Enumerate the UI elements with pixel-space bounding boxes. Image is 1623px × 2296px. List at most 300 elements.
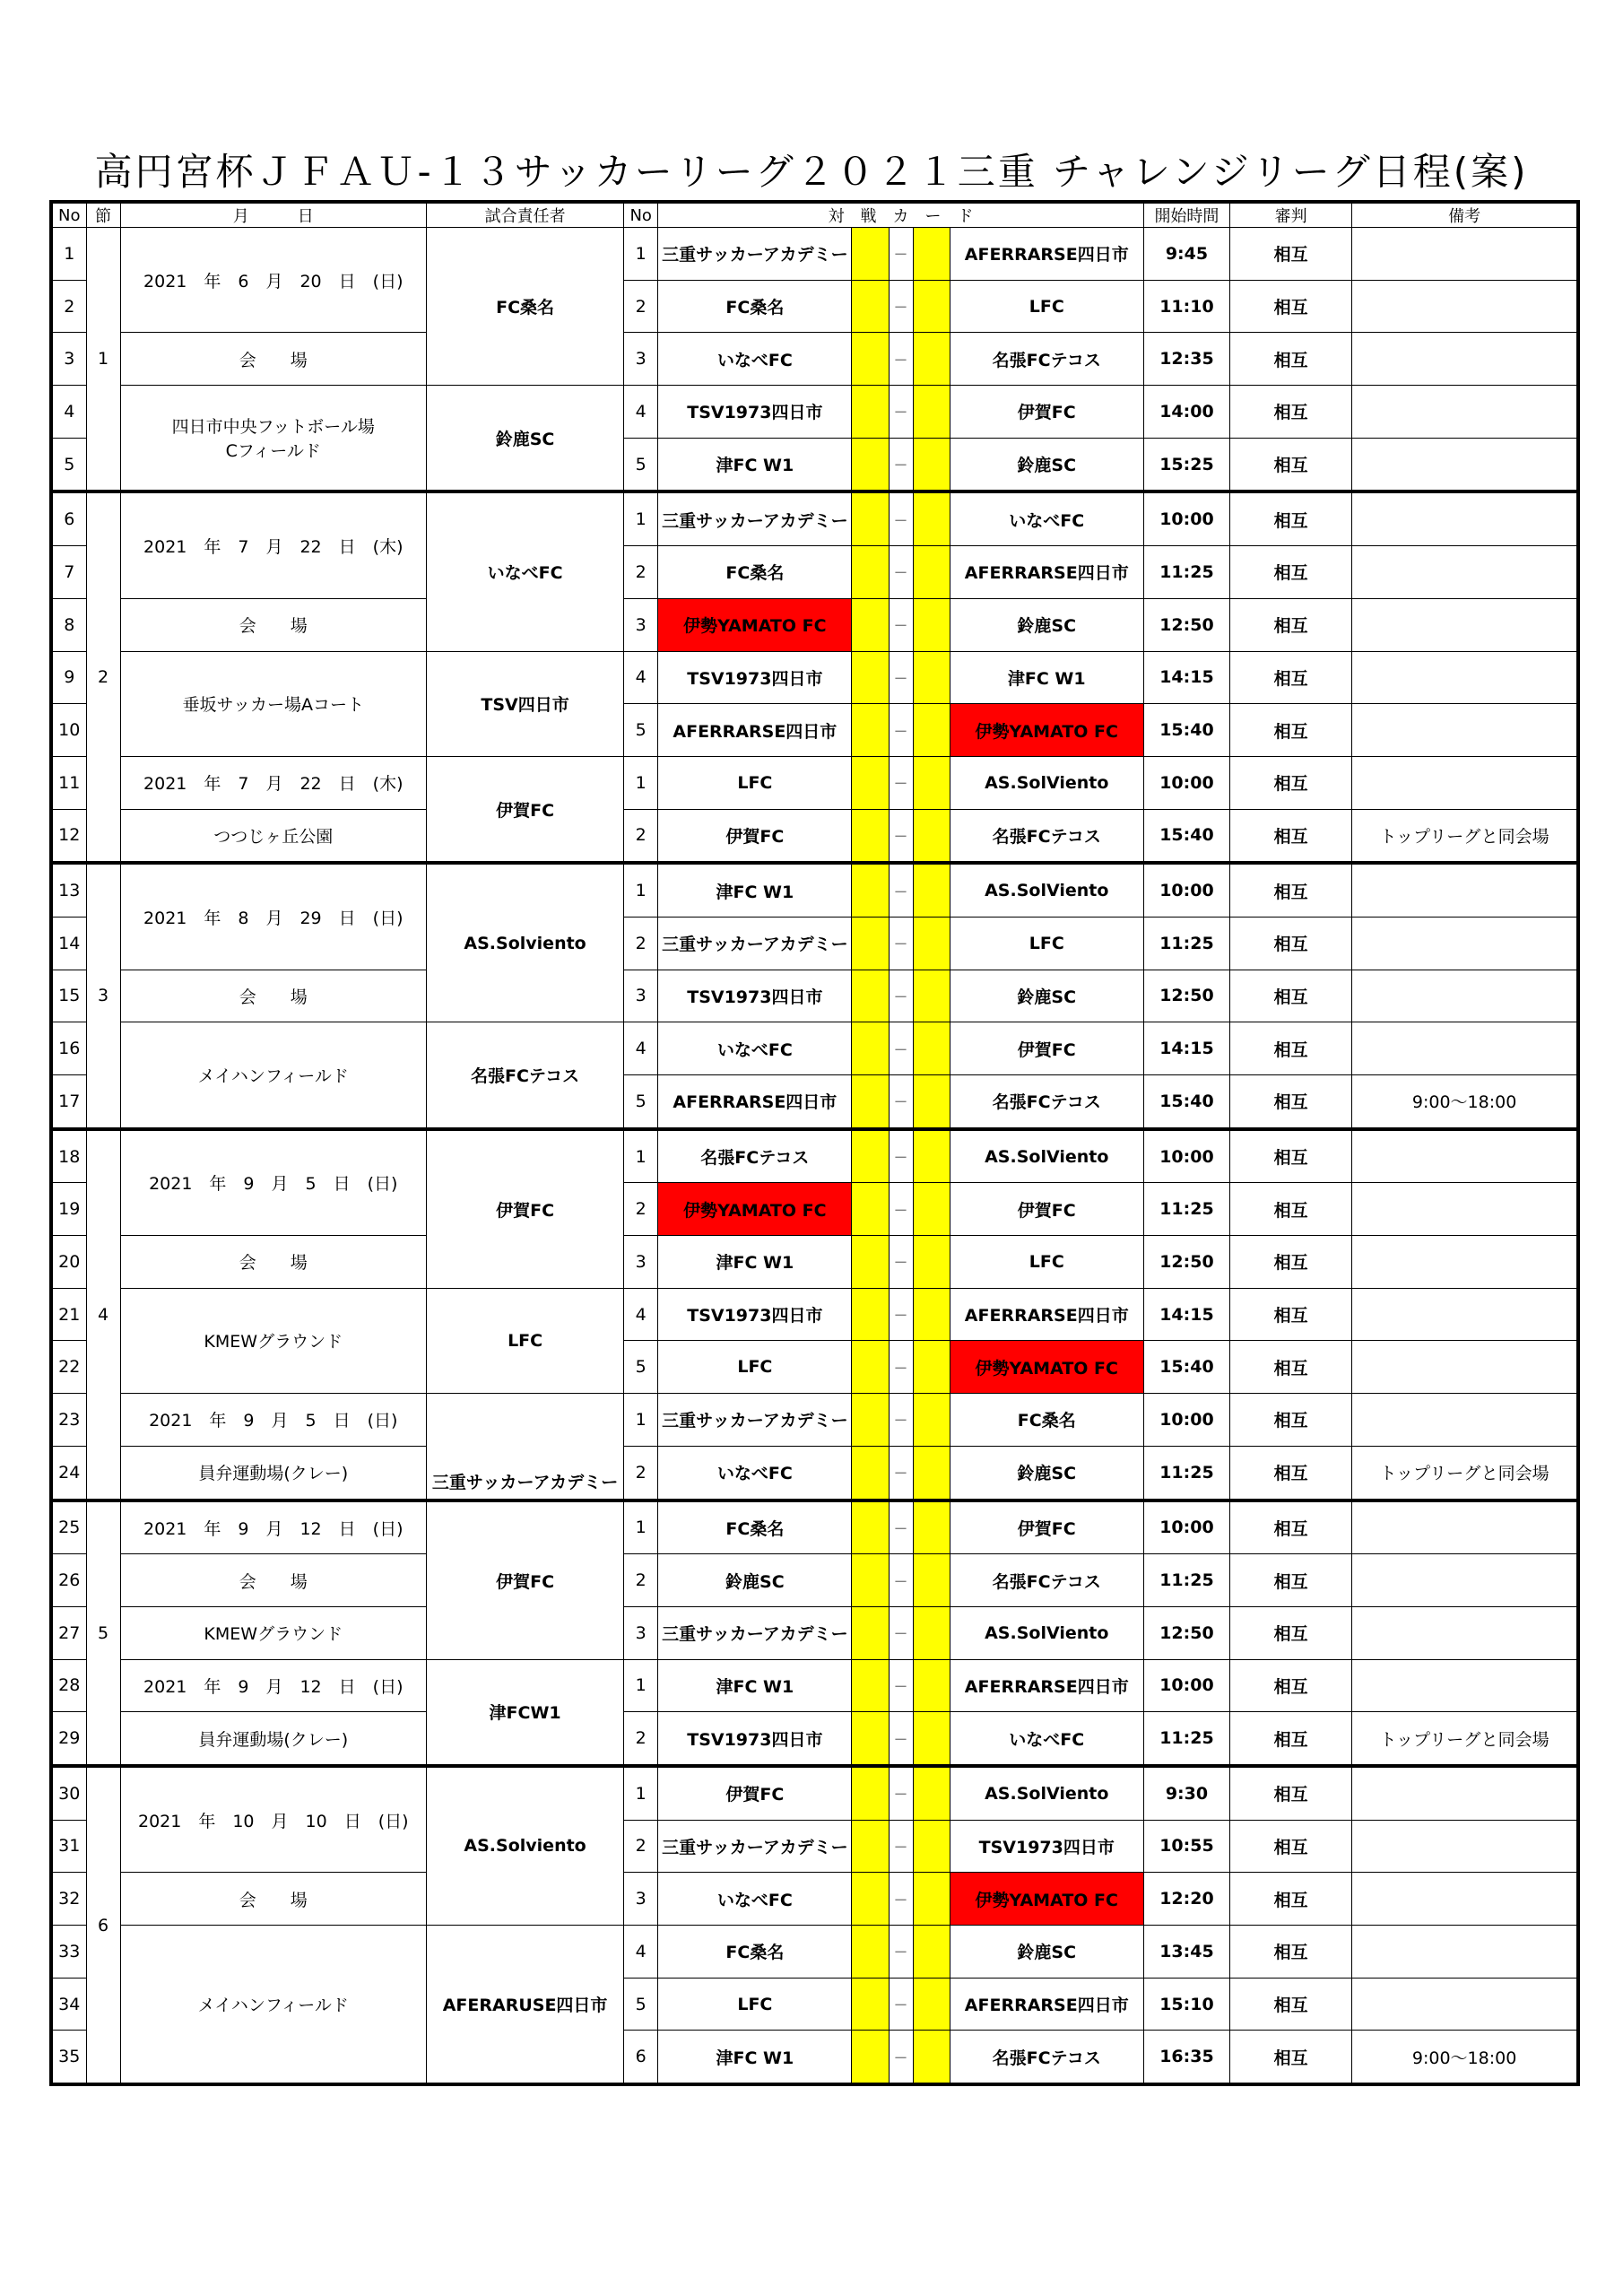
notes: [1352, 1820, 1578, 1873]
yellow-spacer-left: [852, 863, 889, 917]
start-time: 14:15: [1143, 1022, 1229, 1075]
home-team: AFERRARSE四日市: [658, 704, 852, 757]
vs-dash: －: [889, 1288, 913, 1341]
venue-name: KMEWグラウンド: [120, 1606, 426, 1659]
start-time: 10:00: [1143, 863, 1229, 917]
away-team: 伊賀FC: [950, 1022, 1143, 1075]
row-number: 21: [51, 1288, 86, 1341]
yellow-spacer-left: [852, 1288, 889, 1341]
referee: 相互: [1230, 491, 1352, 545]
yellow-spacer-right: [913, 809, 950, 863]
yellow-spacer-right: [913, 1075, 950, 1129]
start-time: 10:00: [1143, 1129, 1229, 1183]
match-number: 1: [624, 1659, 658, 1712]
notes: [1352, 1288, 1578, 1341]
away-team: 伊賀FC: [950, 386, 1143, 439]
referee: 相互: [1230, 1926, 1352, 1979]
away-team: AFERRARSE四日市: [950, 1659, 1143, 1712]
date-cell: 2021 年 9 月 5 日 (日): [120, 1129, 426, 1236]
vs-dash: －: [889, 1659, 913, 1712]
referee: 相互: [1230, 228, 1352, 281]
yellow-spacer-left: [852, 280, 889, 333]
home-team: FC桑名: [658, 1926, 852, 1979]
responsible-cell: AS.Solviento: [426, 863, 623, 1022]
date-cell: 2021 年 9 月 12 日 (日): [120, 1500, 426, 1554]
responsible-cell: FC桑名: [426, 228, 623, 386]
yellow-spacer-right: [913, 280, 950, 333]
home-team: TSV1973四日市: [658, 651, 852, 704]
yellow-spacer-right: [913, 1288, 950, 1341]
yellow-spacer-right: [913, 546, 950, 599]
home-team: LFC: [658, 756, 852, 809]
table-row: [51, 491, 1578, 545]
away-team: AS.SolViento: [950, 1606, 1143, 1659]
away-team: LFC: [950, 280, 1143, 333]
schedule-table: [49, 200, 1580, 2086]
referee: 相互: [1230, 1554, 1352, 1607]
start-time: 15:40: [1143, 704, 1229, 757]
vs-dash: －: [889, 546, 913, 599]
yellow-spacer-left: [852, 1606, 889, 1659]
table-row: [51, 1873, 1578, 1926]
match-number: 4: [624, 1022, 658, 1075]
row-number: 13: [51, 863, 86, 917]
table-header-row: [51, 202, 1578, 228]
date-cell: 2021 年 7 月 22 日 (木): [120, 756, 426, 809]
row-number: 6: [51, 491, 86, 545]
home-team: LFC: [658, 1978, 852, 2031]
responsible-cell: 伊賀FC: [426, 1500, 623, 1660]
row-number: 30: [51, 1766, 86, 1820]
yellow-spacer-right: [913, 1236, 950, 1289]
row-number: 24: [51, 1446, 86, 1500]
match-number: 3: [624, 970, 658, 1022]
start-time: 11:25: [1143, 1554, 1229, 1607]
away-team: AS.SolViento: [950, 863, 1143, 917]
match-number: 3: [624, 1873, 658, 1926]
home-team: 三重サッカーアカデミー: [658, 1820, 852, 1873]
yellow-spacer-right: [913, 1446, 950, 1500]
vs-dash: －: [889, 1606, 913, 1659]
referee: 相互: [1230, 333, 1352, 386]
table-row: [51, 1712, 1578, 1766]
yellow-spacer-left: [852, 491, 889, 545]
header-responsible: 試合責任者: [426, 202, 623, 228]
home-team: いなべFC: [658, 333, 852, 386]
referee: 相互: [1230, 917, 1352, 970]
match-number: 4: [624, 651, 658, 704]
row-number: 11: [51, 756, 86, 809]
match-number: 1: [624, 863, 658, 917]
referee: 相互: [1230, 1394, 1352, 1447]
away-team: AFERRARSE四日市: [950, 228, 1143, 281]
home-team: 津FC W1: [658, 438, 852, 491]
start-time: 16:35: [1143, 2031, 1229, 2084]
referee: 相互: [1230, 1978, 1352, 2031]
yellow-spacer-right: [913, 1873, 950, 1926]
venue-name: 員弁運動場(クレー): [120, 1712, 426, 1766]
responsible-cell: 伊賀FC: [426, 756, 623, 863]
start-time: 11:25: [1143, 1712, 1229, 1766]
row-number: 1: [51, 228, 86, 281]
match-number: 5: [624, 704, 658, 757]
yellow-spacer-left: [852, 756, 889, 809]
yellow-spacer-left: [852, 1183, 889, 1236]
table-row: [51, 1446, 1578, 1500]
responsible-cell: LFC: [426, 1288, 623, 1393]
away-team: 津FC W1: [950, 651, 1143, 704]
yellow-spacer-right: [913, 1606, 950, 1659]
yellow-spacer-left: [852, 1341, 889, 1394]
start-time: 14:00: [1143, 386, 1229, 439]
notes: [1352, 386, 1578, 439]
start-time: 12:50: [1143, 1236, 1229, 1289]
vs-dash: －: [889, 1341, 913, 1394]
table-row: [51, 1288, 1578, 1341]
table-row: [51, 1926, 1578, 1979]
vs-dash: －: [889, 438, 913, 491]
referee: 相互: [1230, 438, 1352, 491]
away-team: 伊勢YAMATO FC: [950, 704, 1143, 757]
vs-dash: －: [889, 228, 913, 281]
home-team: いなべFC: [658, 1446, 852, 1500]
yellow-spacer-right: [913, 2031, 950, 2084]
away-team: 名張FCテコス: [950, 809, 1143, 863]
yellow-spacer-left: [852, 1554, 889, 1607]
vs-dash: －: [889, 1183, 913, 1236]
start-time: 14:15: [1143, 1288, 1229, 1341]
referee: 相互: [1230, 546, 1352, 599]
yellow-spacer-right: [913, 438, 950, 491]
row-number: 31: [51, 1820, 86, 1873]
row-number: 34: [51, 1978, 86, 2031]
vs-dash: －: [889, 917, 913, 970]
notes: [1352, 917, 1578, 970]
yellow-spacer-right: [913, 1183, 950, 1236]
vs-dash: －: [889, 1712, 913, 1766]
start-time: 10:55: [1143, 1820, 1229, 1873]
referee: 相互: [1230, 1341, 1352, 1394]
header-notes: 備考: [1352, 202, 1578, 228]
responsible-cell: 名張FCテコス: [426, 1022, 623, 1129]
away-team: いなべFC: [950, 1712, 1143, 1766]
row-number: 19: [51, 1183, 86, 1236]
away-team: 鈴鹿SC: [950, 598, 1143, 651]
row-number: 9: [51, 651, 86, 704]
notes: [1352, 651, 1578, 704]
venue-name: つつじヶ丘公園: [120, 809, 426, 863]
match-number: 4: [624, 386, 658, 439]
home-team: いなべFC: [658, 1022, 852, 1075]
yellow-spacer-right: [913, 1926, 950, 1979]
match-number: 3: [624, 1236, 658, 1289]
table-row: [51, 1394, 1578, 1447]
date-cell: 2021 年 10 月 10 日 (日): [120, 1766, 426, 1873]
referee: 相互: [1230, 1236, 1352, 1289]
setsu-cell: 4: [86, 1129, 120, 1500]
row-number: 26: [51, 1554, 86, 1607]
setsu-cell: 5: [86, 1500, 120, 1766]
venue-name: KMEWグラウンド: [120, 1288, 426, 1393]
match-number: 2: [624, 917, 658, 970]
start-time: 10:00: [1143, 1500, 1229, 1554]
away-team: AS.SolViento: [950, 1129, 1143, 1183]
referee: 相互: [1230, 970, 1352, 1022]
notes: [1352, 1394, 1578, 1447]
notes: [1352, 863, 1578, 917]
vs-dash: －: [889, 1820, 913, 1873]
match-number: 2: [624, 280, 658, 333]
notes: トップリーグと同会場: [1352, 1712, 1578, 1766]
referee: 相互: [1230, 651, 1352, 704]
referee: 相互: [1230, 280, 1352, 333]
away-team: 鈴鹿SC: [950, 970, 1143, 1022]
header-card: 対 戦 カ ー ド: [658, 202, 1144, 228]
start-time: 10:00: [1143, 1659, 1229, 1712]
start-time: 15:40: [1143, 809, 1229, 863]
start-time: 10:00: [1143, 1394, 1229, 1447]
start-time: 11:25: [1143, 546, 1229, 599]
away-team: AFERRARSE四日市: [950, 1288, 1143, 1341]
vs-dash: －: [889, 2031, 913, 2084]
start-time: 12:50: [1143, 1606, 1229, 1659]
table-row: [51, 970, 1578, 1022]
vs-dash: －: [889, 1766, 913, 1820]
away-team: AS.SolViento: [950, 1766, 1143, 1820]
yellow-spacer-left: [852, 1022, 889, 1075]
away-team: LFC: [950, 1236, 1143, 1289]
yellow-spacer-right: [913, 1766, 950, 1820]
date-cell: 2021 年 9 月 12 日 (日): [120, 1659, 426, 1712]
vs-dash: －: [889, 704, 913, 757]
home-team: 伊賀FC: [658, 1766, 852, 1820]
header-no: No: [51, 202, 86, 228]
yellow-spacer-left: [852, 1766, 889, 1820]
yellow-spacer-right: [913, 704, 950, 757]
responsible-cell: TSV四日市: [426, 651, 623, 756]
away-team: AS.SolViento: [950, 756, 1143, 809]
referee: 相互: [1230, 1446, 1352, 1500]
vs-dash: －: [889, 970, 913, 1022]
home-team: 三重サッカーアカデミー: [658, 1394, 852, 1447]
responsible-cell: 津FCW1: [426, 1659, 623, 1766]
away-team: 鈴鹿SC: [950, 1926, 1143, 1979]
home-team: TSV1973四日市: [658, 970, 852, 1022]
row-number: 33: [51, 1926, 86, 1979]
referee: 相互: [1230, 1766, 1352, 1820]
yellow-spacer-right: [913, 651, 950, 704]
away-team: 伊賀FC: [950, 1500, 1143, 1554]
table-row: [51, 1129, 1578, 1183]
yellow-spacer-left: [852, 1394, 889, 1447]
referee: 相互: [1230, 863, 1352, 917]
yellow-spacer-left: [852, 1129, 889, 1183]
referee: 相互: [1230, 1500, 1352, 1554]
yellow-spacer-right: [913, 491, 950, 545]
responsible-cell: AFERARUSE四日市: [426, 1926, 623, 2085]
row-number: 28: [51, 1659, 86, 1712]
row-number: 29: [51, 1712, 86, 1766]
row-number: 15: [51, 970, 86, 1022]
referee: 相互: [1230, 1075, 1352, 1129]
table-row: [51, 1500, 1578, 1554]
notes: [1352, 280, 1578, 333]
row-number: 35: [51, 2031, 86, 2084]
yellow-spacer-left: [852, 1500, 889, 1554]
yellow-spacer-right: [913, 228, 950, 281]
header-setsu: 節: [86, 202, 120, 228]
date-cell: 2021 年 6 月 20 日 (日): [120, 228, 426, 333]
venue-label: 会 場: [120, 1554, 426, 1607]
match-number: 2: [624, 809, 658, 863]
row-number: 17: [51, 1075, 86, 1129]
yellow-spacer-left: [852, 1236, 889, 1289]
yellow-spacer-left: [852, 1820, 889, 1873]
notes: [1352, 1926, 1578, 1979]
start-time: 11:10: [1143, 280, 1229, 333]
vs-dash: －: [889, 651, 913, 704]
start-time: 13:45: [1143, 1926, 1229, 1979]
yellow-spacer-right: [913, 970, 950, 1022]
start-time: 9:30: [1143, 1766, 1229, 1820]
vs-dash: －: [889, 1926, 913, 1979]
date-cell: 2021 年 9 月 5 日 (日): [120, 1394, 426, 1447]
row-number: 22: [51, 1341, 86, 1394]
match-number: 5: [624, 1075, 658, 1129]
match-number: 1: [624, 228, 658, 281]
yellow-spacer-left: [852, 598, 889, 651]
vs-dash: －: [889, 1554, 913, 1607]
yellow-spacer-right: [913, 1659, 950, 1712]
away-team: 名張FCテコス: [950, 1075, 1143, 1129]
notes: [1352, 1236, 1578, 1289]
match-number: 1: [624, 491, 658, 545]
table-row: [51, 1236, 1578, 1289]
referee: 相互: [1230, 1659, 1352, 1712]
away-team: 伊勢YAMATO FC: [950, 1341, 1143, 1394]
yellow-spacer-right: [913, 1978, 950, 2031]
yellow-spacer-right: [913, 917, 950, 970]
start-time: 15:10: [1143, 1978, 1229, 2031]
referee: 相互: [1230, 1873, 1352, 1926]
table-row: [51, 598, 1578, 651]
row-number: 3: [51, 333, 86, 386]
home-team: LFC: [658, 1341, 852, 1394]
match-number: 3: [624, 333, 658, 386]
away-team: 伊賀FC: [950, 1183, 1143, 1236]
yellow-spacer-right: [913, 756, 950, 809]
vs-dash: －: [889, 1446, 913, 1500]
table-row: [51, 1659, 1578, 1712]
home-team: TSV1973四日市: [658, 1712, 852, 1766]
header-referee: 審判: [1230, 202, 1352, 228]
away-team: AFERRARSE四日市: [950, 1978, 1143, 2031]
header-start-time: 開始時間: [1143, 202, 1229, 228]
away-team: TSV1973四日市: [950, 1820, 1143, 1873]
table-row: [51, 386, 1578, 439]
row-number: 8: [51, 598, 86, 651]
row-number: 16: [51, 1022, 86, 1075]
yellow-spacer-left: [852, 546, 889, 599]
table-row: [51, 333, 1578, 386]
referee: 相互: [1230, 1183, 1352, 1236]
yellow-spacer-left: [852, 386, 889, 439]
notes: [1352, 1873, 1578, 1926]
venue-label: 会 場: [120, 598, 426, 651]
match-number: 4: [624, 1288, 658, 1341]
table-row: [51, 863, 1578, 917]
notes: [1352, 1766, 1578, 1820]
venue-label: 会 場: [120, 333, 426, 386]
yellow-spacer-right: [913, 1500, 950, 1554]
away-team: 鈴鹿SC: [950, 1446, 1143, 1500]
table-row: [51, 756, 1578, 809]
match-number: 2: [624, 1446, 658, 1500]
yellow-spacer-left: [852, 970, 889, 1022]
start-time: 11:25: [1143, 1446, 1229, 1500]
row-number: 20: [51, 1236, 86, 1289]
notes: トップリーグと同会場: [1352, 809, 1578, 863]
vs-dash: －: [889, 756, 913, 809]
row-number: 32: [51, 1873, 86, 1926]
setsu-cell: 1: [86, 228, 120, 492]
notes: [1352, 491, 1578, 545]
yellow-spacer-right: [913, 598, 950, 651]
yellow-spacer-left: [852, 1075, 889, 1129]
venue-label: 会 場: [120, 1873, 426, 1926]
match-number: 2: [624, 1554, 658, 1607]
venue-label: 会 場: [120, 1236, 426, 1289]
match-number: 3: [624, 598, 658, 651]
notes: [1352, 1500, 1578, 1554]
row-number: 12: [51, 809, 86, 863]
home-team: 津FC W1: [658, 2031, 852, 2084]
vs-dash: －: [889, 1873, 913, 1926]
start-time: 10:00: [1143, 756, 1229, 809]
start-time: 15:25: [1143, 438, 1229, 491]
responsible-cell: いなべFC: [426, 491, 623, 651]
row-number: 25: [51, 1500, 86, 1554]
notes: [1352, 756, 1578, 809]
yellow-spacer-left: [852, 1873, 889, 1926]
vs-dash: －: [889, 1394, 913, 1447]
start-time: 12:50: [1143, 598, 1229, 651]
notes: 9:00～18:00: [1352, 1075, 1578, 1129]
header-match-no: No: [624, 202, 658, 228]
away-team: 名張FCテコス: [950, 333, 1143, 386]
vs-dash: －: [889, 1978, 913, 2031]
yellow-spacer-right: [913, 1341, 950, 1394]
yellow-spacer-left: [852, 651, 889, 704]
match-number: 5: [624, 1978, 658, 2031]
match-number: 2: [624, 1820, 658, 1873]
home-team: 三重サッカーアカデミー: [658, 491, 852, 545]
vs-dash: －: [889, 1075, 913, 1129]
notes: [1352, 704, 1578, 757]
page-title: 高円宮杯ＪＦＡＵ-１３サッカーリーグ２０２１三重 チャレンジリーグ日程(案): [94, 150, 1529, 194]
match-number: 1: [624, 1500, 658, 1554]
yellow-spacer-right: [913, 1129, 950, 1183]
yellow-spacer-left: [852, 228, 889, 281]
referee: 相互: [1230, 1288, 1352, 1341]
referee: 相互: [1230, 809, 1352, 863]
home-team: FC桑名: [658, 280, 852, 333]
match-number: 4: [624, 1926, 658, 1979]
start-time: 11:25: [1143, 917, 1229, 970]
yellow-spacer-left: [852, 1712, 889, 1766]
row-number: 2: [51, 280, 86, 333]
vs-dash: －: [889, 598, 913, 651]
